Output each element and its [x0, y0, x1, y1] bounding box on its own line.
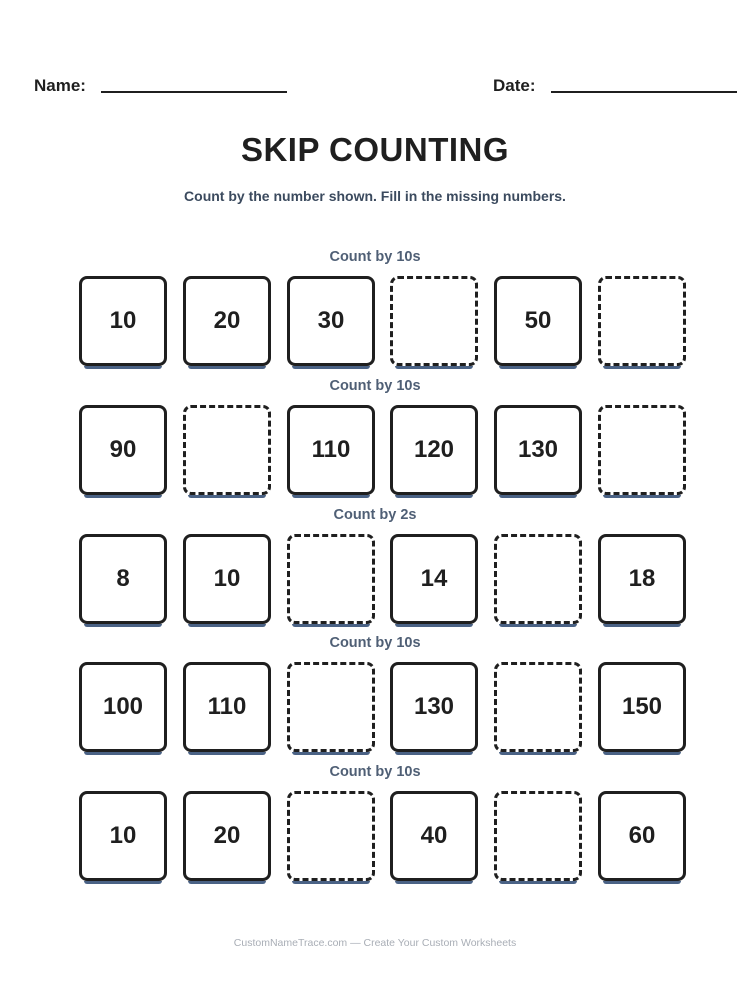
blank-answer-box[interactable] [287, 791, 375, 881]
name-label: Name: [34, 76, 86, 95]
number-box: 110 [183, 662, 271, 752]
number-box: 10 [183, 534, 271, 624]
blank-answer-box[interactable] [494, 662, 582, 752]
page-title: SKIP COUNTING [240, 131, 510, 168]
blank-answer-box[interactable] [183, 405, 271, 495]
blank-answer-box[interactable] [390, 276, 478, 366]
blank-answer-box[interactable] [598, 405, 686, 495]
number-box: 150 [598, 662, 686, 752]
row-label: Count by 10s [329, 378, 421, 394]
header-fields [0, 74, 750, 98]
number-box: 40 [390, 791, 478, 881]
number-box: 110 [287, 405, 375, 495]
row-label: Count by 10s [329, 635, 421, 651]
number-box: 50 [494, 276, 582, 366]
number-box: 10 [79, 791, 167, 881]
number-box: 60 [598, 791, 686, 881]
number-box: 8 [79, 534, 167, 624]
date-line[interactable] [551, 91, 737, 93]
number-box: 18 [598, 534, 686, 624]
number-box: 30 [287, 276, 375, 366]
blank-answer-box[interactable] [598, 276, 686, 366]
date-label: Date: [493, 76, 536, 95]
blank-answer-box[interactable] [494, 791, 582, 881]
blank-answer-box[interactable] [494, 534, 582, 624]
number-box: 10 [79, 276, 167, 366]
number-box: 14 [390, 534, 478, 624]
number-box: 90 [79, 405, 167, 495]
footer-credit: CustomNameTrace.com — Create Your Custom Worksheets [233, 937, 517, 949]
row-label: Count by 2s [333, 507, 417, 523]
instructions: Count by the number shown. Fill in the missing numbers. [184, 188, 566, 204]
blank-answer-box[interactable] [287, 662, 375, 752]
number-box: 130 [390, 662, 478, 752]
name-line[interactable] [101, 91, 287, 93]
row-label: Count by 10s [329, 764, 421, 780]
number-box: 20 [183, 276, 271, 366]
number-row [79, 662, 691, 758]
number-row [79, 791, 691, 887]
number-box: 130 [494, 405, 582, 495]
number-box: 20 [183, 791, 271, 881]
number-box: 100 [79, 662, 167, 752]
number-row [79, 534, 691, 630]
number-row [79, 276, 691, 372]
number-row [79, 405, 691, 501]
row-label: Count by 10s [329, 249, 421, 265]
number-box: 120 [390, 405, 478, 495]
blank-answer-box[interactable] [287, 534, 375, 624]
